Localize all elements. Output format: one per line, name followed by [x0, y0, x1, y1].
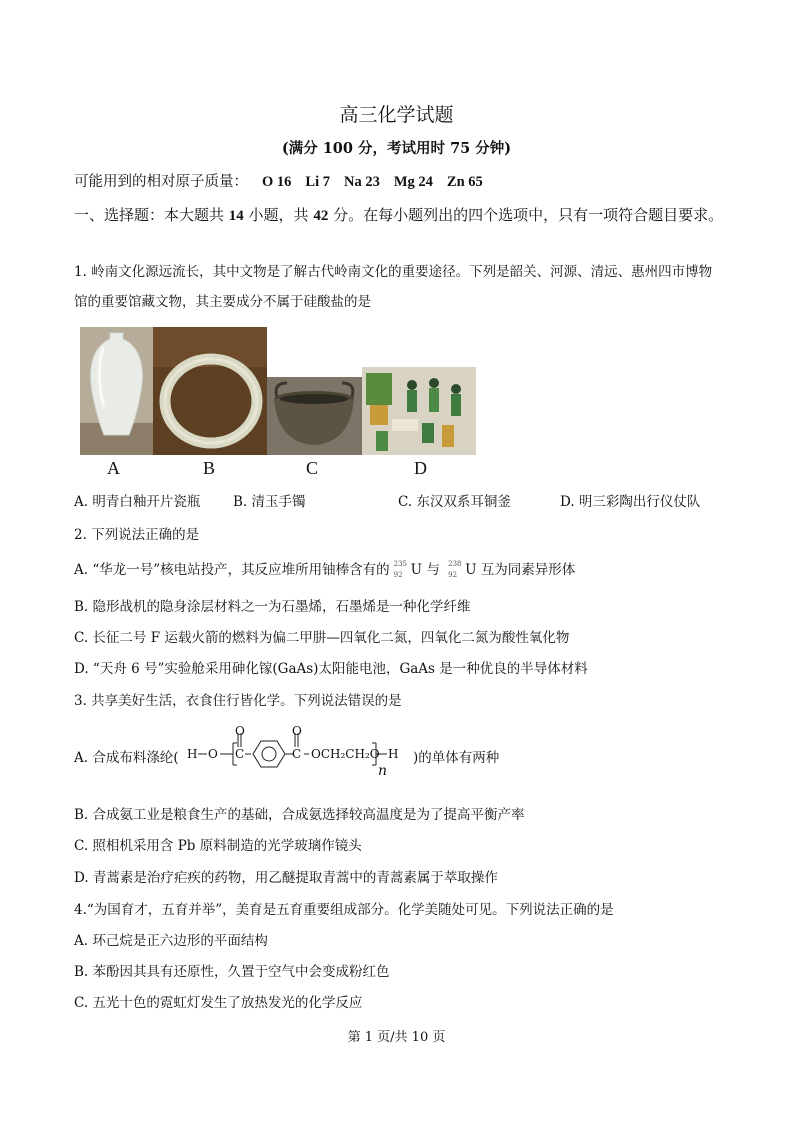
atomic-mass-mg: Mg 24	[393, 174, 433, 190]
q2-a-post: 互为同素异形体	[476, 562, 576, 578]
q3-option-d: D. 青蒿素是治疗疟疾的药物，用乙醚提取青蒿中的青蒿素属于萃取操作	[74, 870, 498, 886]
photo-letter-a: A	[107, 458, 120, 478]
atomic-mass-line	[74, 170, 483, 191]
q3-option-a-post: )的单体有两种	[413, 750, 500, 766]
q1-option-b: B. 清玉手镯	[233, 494, 306, 510]
q4-stem: 4.“为国育才，五育并举”，美育是五育重要组成部分。化学美随处可见。下列说法正确的是	[74, 902, 614, 918]
q2-stem: 2. 下列说法正确的是	[74, 527, 200, 543]
q2-option-d: D. “天舟 6 号”实验舱采用砷化镓(GaAs)太阳能电池，GaAs 是一种优良的半导体材料	[74, 661, 588, 677]
section-score: 42	[313, 208, 329, 224]
q3-option-b: B. 合成氨工业是粮食生产的基础，合成氨选择较高温度是为了提高平衡产率	[74, 807, 525, 823]
q3-stem: 3. 共享美好生活，衣食住行皆化学。下列说法错误的是	[74, 693, 402, 709]
q2-option-a	[74, 558, 575, 579]
q1-option-d: D. 明三彩陶出行仪仗队	[560, 494, 701, 510]
exam-title: 高三化学试题	[339, 104, 454, 126]
atomic-mass-zn: Zn 65	[446, 174, 483, 190]
q1-stem: 1. 岭南文化源远流长，其中文物是了解古代岭南文化的重要途径。下列是韶关、河源、清远、惠州四市博物馆的重要馆藏文物，其主要成分不属于硅酸盐的是	[74, 264, 713, 310]
isotope-mass: 238	[448, 559, 462, 568]
polyester-formula	[183, 724, 413, 781]
formula-c1: C	[235, 747, 245, 761]
page-footer: 第 1 页/共 10 页	[347, 1030, 446, 1045]
formula-o-top1: O	[235, 724, 245, 738]
isotope-u235	[393, 559, 410, 579]
atomic-mass-li: Li 7	[305, 174, 330, 190]
isotope-number: 92	[393, 570, 403, 579]
formula-o-left: O	[208, 747, 218, 761]
q2-a-text: A. “华龙一号”核电站投产，其反应堆所用铀棒含有的	[74, 562, 390, 578]
atomic-mass-label: 可能用到的相对原子质量：	[74, 174, 248, 190]
vase-image	[80, 327, 153, 455]
formula-och2ch2o: OCH₂CH₂O	[311, 747, 380, 761]
formula-c2: C	[292, 747, 302, 761]
q4-option-a: A. 环己烷是正六边形的平面结构	[74, 933, 268, 949]
bronze-pot-image	[267, 377, 362, 455]
formula-o-top2: O	[292, 724, 302, 738]
isotope-symbol: U	[465, 562, 477, 578]
photo-letter-b: B	[203, 458, 216, 478]
isotope-symbol: U	[410, 562, 423, 578]
isotope-mass: 235	[393, 559, 408, 568]
section-prefix: 一、选择题：本大题共	[74, 206, 229, 224]
q2-option-b: B. 隐形战机的隐身涂层材料之一为石墨烯，石墨烯是一种化学纤维	[74, 599, 471, 615]
q1-option-c: C. 东汉双系耳铜釜	[398, 494, 511, 510]
q2-option-c: C. 长征二号 F 运载火箭的燃料为偏二甲肼—四氧化二氮，四氧化二氮为酸性氧化物	[74, 630, 570, 646]
formula-h-right: H	[388, 747, 399, 761]
q3-option-c: C. 照相机采用含 Pb 原料制造的光学玻璃作镜头	[74, 838, 362, 854]
section-count: 14	[228, 208, 244, 224]
exam-subtitle: (满分 100 分，考试用时 75 分钟)	[281, 140, 512, 157]
atomic-mass-o: O 16	[262, 174, 292, 190]
q4-option-c: C. 五光十色的霓虹灯发生了放热发光的化学反应	[74, 995, 363, 1011]
bracelet-image	[153, 327, 267, 455]
photo-letter-c: C	[306, 458, 319, 478]
atomic-mass-na: Na 23	[343, 174, 380, 190]
isotope-number: 92	[448, 570, 458, 579]
q3-option-a-pre: A. 合成布料涤纶(	[74, 750, 179, 766]
q4-option-b: B. 苯酚因其具有还原性，久置于空气中会变成粉红色	[74, 964, 390, 980]
pottery-figures-image	[362, 367, 476, 455]
isotope-u238	[448, 559, 464, 579]
section-mid: 小题，共	[243, 206, 314, 224]
formula-h-left: H	[187, 747, 198, 761]
q2-a-mid: 与	[422, 562, 445, 578]
q1-photos	[80, 327, 480, 455]
photo-letter-d: D	[414, 458, 427, 478]
section-heading	[74, 200, 734, 232]
q1-option-a: A. 明青白釉开片瓷瓶	[74, 494, 201, 510]
section-suffix: 分。在每小题列出的四个选项中，只有一项符合题目要求。	[328, 206, 724, 224]
formula-n: n	[378, 763, 388, 779]
